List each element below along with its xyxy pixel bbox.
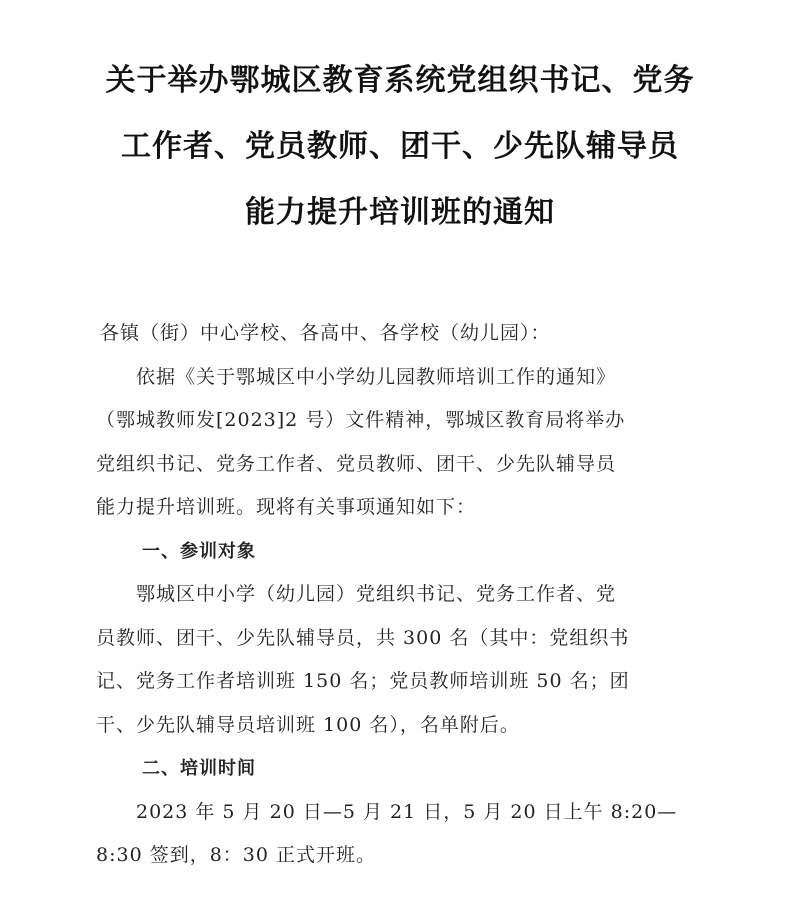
title-line-1: 关于举办鄂城区教育系统党组织书记、党务 bbox=[105, 63, 695, 98]
participants-line-4: 干、少先队辅导员培训班 100 名），名单附后。 bbox=[96, 713, 520, 736]
time-paragraph bbox=[96, 791, 704, 878]
title-line-2: 工作者、党员教师、团干、少先队辅导员 bbox=[121, 129, 679, 164]
section-heading-participants: 一、参训对象 bbox=[142, 540, 256, 562]
document-body bbox=[96, 312, 704, 878]
time-line-2: 8:30 签到，8：30 正式开班。 bbox=[96, 844, 377, 866]
time-line-1: 2023 年 5 月 20 日—5 月 21 日，5 月 20 日上午 8:20— bbox=[136, 800, 678, 823]
participants-line-1: 鄂城区中小学（幼儿园）党组织书记、党务工作者、党 bbox=[136, 583, 617, 605]
intro-line-1: 依据《关于鄂城区中小学幼儿园教师培训工作的通知》 bbox=[136, 365, 617, 388]
participants-line-2: 员教师、团干、少先队辅导员，共 300 名（其中：党组织书 bbox=[96, 626, 630, 649]
title-line-3: 能力提升培训班的通知 bbox=[245, 195, 555, 230]
document-title bbox=[96, 48, 704, 246]
intro-line-3: 党组织书记、党务工作者、党员教师、团干、少先队辅导员 bbox=[96, 452, 617, 475]
section-heading-time: 二、培训时间 bbox=[142, 758, 256, 779]
intro-line-4: 能力提升培训班。现将有关事项通知如下： bbox=[96, 496, 477, 518]
participants-line-3: 记、党务工作者培训班 150 名；党员教师培训班 50 名；团 bbox=[96, 670, 630, 692]
participants-paragraph bbox=[96, 573, 704, 747]
intro-line-2: （鄂城教师发[2023]2 号）文件精神，鄂城区教育局将举办 bbox=[96, 409, 626, 431]
salutation-text: 各镇（街）中心学校、各高中、各学校（幼儿园）： bbox=[100, 322, 551, 344]
intro-paragraph bbox=[96, 356, 704, 530]
salutation bbox=[96, 312, 704, 356]
